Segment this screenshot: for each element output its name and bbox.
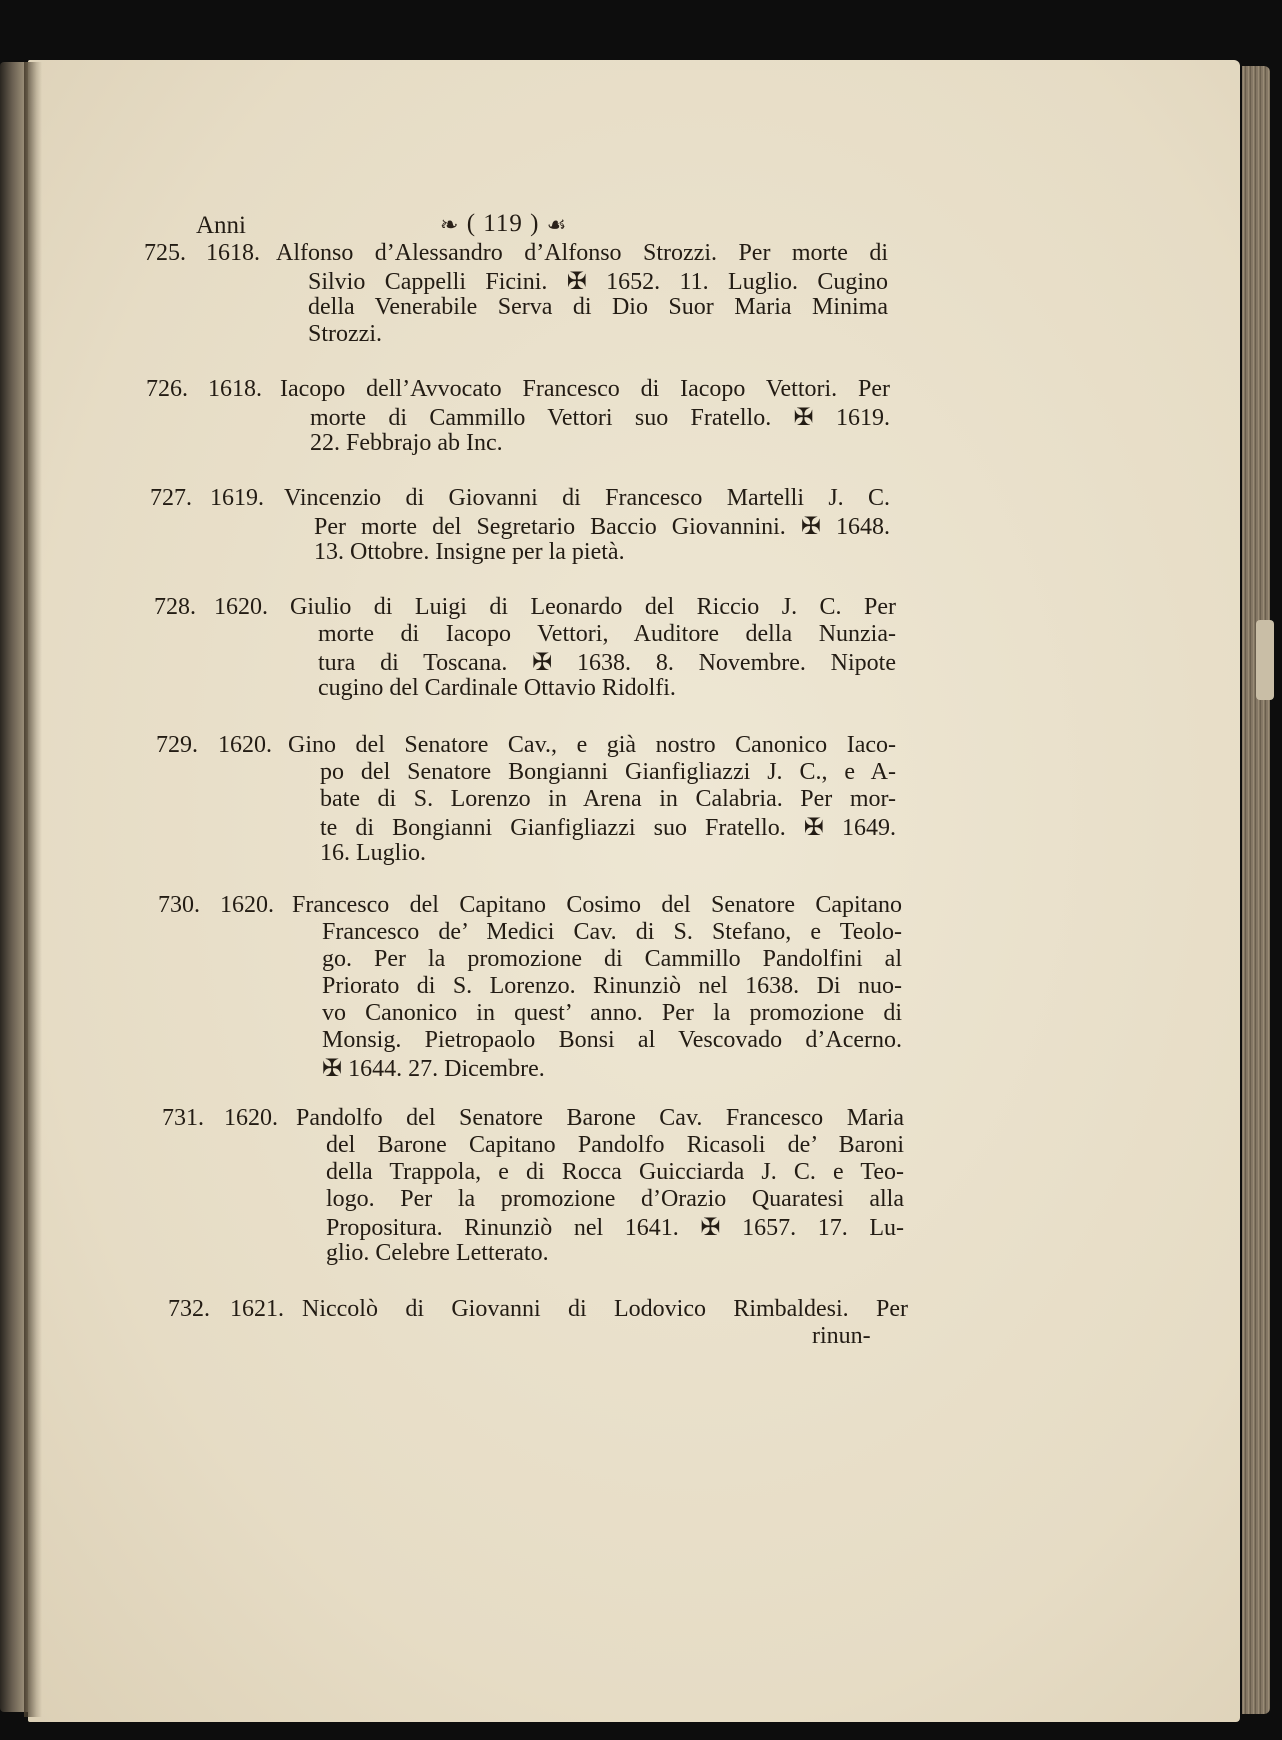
entry-line: Pandolfo del Senatore Barone Cav. Francesco Maria bbox=[296, 1105, 904, 1131]
entry-year: 1618. bbox=[208, 376, 262, 402]
entry-line: 22. Febbrajo ab Inc. bbox=[310, 430, 503, 456]
entry-number: 728. bbox=[154, 594, 196, 620]
entry-line: Silvio Cappelli Ficini. ✠ 1652. 11. Luglio. Cugino bbox=[308, 269, 888, 295]
entry-line: morte di Iacopo Vettori, Auditore della Nunzia- bbox=[318, 621, 896, 647]
page-number-header bbox=[440, 210, 567, 239]
entry-line: Strozzi. bbox=[308, 321, 382, 347]
entry-line: ✠ 1644. 27. Dicembre. bbox=[322, 1056, 545, 1082]
entry-year: 1620. bbox=[220, 892, 274, 918]
page-number: ( 119 ) bbox=[466, 210, 540, 237]
entry-line: Gino del Senatore Cav., e già nostro Canonico Iaco- bbox=[288, 732, 896, 758]
header-anni: Anni bbox=[196, 212, 246, 239]
entry-line: del Barone Capitano Pandolfo Ricasoli de’ Baroni bbox=[326, 1132, 904, 1158]
entry-number: 731. bbox=[162, 1105, 204, 1131]
entry-line: Monsig. Pietropaolo Bonsi al Vescovado d’Acerno. bbox=[322, 1027, 902, 1053]
entry-number: 726. bbox=[146, 376, 188, 402]
entry-line: Francesco del Capitano Cosimo del Senatore Capitano bbox=[292, 892, 902, 918]
entry-year: 1621. bbox=[230, 1296, 284, 1322]
entry-line: della Trappola, e di Rocca Guicciarda J. C. e Teo- bbox=[326, 1159, 904, 1185]
page-tab bbox=[1256, 620, 1274, 700]
entry-line: Giulio di Luigi di Leonardo del Riccio J. C. Per bbox=[290, 594, 896, 620]
entry-line: glio. Celebre Letterato. bbox=[326, 1240, 549, 1266]
entry-number: 727. bbox=[150, 485, 192, 511]
entry-year: 1620. bbox=[224, 1105, 278, 1131]
entry-line: della Venerabile Serva di Dio Suor Maria Minima bbox=[308, 294, 888, 320]
catchword: rinun- bbox=[812, 1323, 871, 1349]
entry-line: Francesco de’ Medici Cav. di S. Stefano, e Teolo- bbox=[322, 919, 902, 945]
entry-line: te di Bongianni Gianfigliazzi suo Fratello. ✠ 1649. bbox=[320, 815, 896, 841]
entry-line: cugino del Cardinale Ottavio Ridolfi. bbox=[318, 675, 676, 701]
entry-line: morte di Cammillo Vettori suo Fratello. ✠ 1619. bbox=[310, 405, 890, 431]
entry-line: 16. Luglio. bbox=[320, 840, 426, 866]
entry-year: 1620. bbox=[214, 594, 268, 620]
ornament-left-icon: ❧ bbox=[440, 212, 460, 238]
entry-line: Per morte del Segretario Baccio Giovannini. ✠ 1648. bbox=[314, 514, 890, 540]
entry-year: 1620. bbox=[218, 732, 272, 758]
entry-line: bate di S. Lorenzo in Arena in Calabria. Per mor- bbox=[320, 786, 896, 812]
entry-line: Niccolò di Giovanni di Lodovico Rimbaldesi. Per bbox=[302, 1296, 908, 1322]
entry-line: Propositura. Rinunziò nel 1641. ✠ 1657. 17. Lu- bbox=[326, 1215, 904, 1241]
entry-number: 732. bbox=[168, 1296, 210, 1322]
entry-line: 13. Ottobre. Insigne per la pietà. bbox=[314, 539, 625, 565]
entry-year: 1619. bbox=[210, 485, 264, 511]
entry-line: Vincenzio di Giovanni di Francesco Martelli J. C. bbox=[284, 485, 890, 511]
page-edges bbox=[1242, 66, 1270, 1714]
entry-line: Alfonso d’Alessandro d’Alfonso Strozzi. Per morte di bbox=[276, 240, 888, 266]
entry-number: 730. bbox=[158, 892, 200, 918]
entry-line: po del Senatore Bongianni Gianfigliazzi J. C., e A- bbox=[320, 759, 896, 785]
entry-line: tura di Toscana. ✠ 1638. 8. Novembre. Nipote bbox=[318, 650, 896, 676]
entry-number: 725. bbox=[144, 240, 186, 266]
entry-line: Priorato di S. Lorenzo. Rinunziò nel 1638. Di nuo- bbox=[322, 973, 902, 999]
entry-line: vo Canonico in quest’ anno. Per la promozione di bbox=[322, 1000, 902, 1026]
spine-shadow bbox=[24, 62, 42, 1717]
ornament-right-icon: ☙ bbox=[546, 212, 568, 238]
entry-year: 1618. bbox=[206, 240, 260, 266]
entry-line: logo. Per la promozione d’Orazio Quaratesi alla bbox=[326, 1186, 904, 1212]
entry-number: 729. bbox=[156, 732, 198, 758]
entry-line: go. Per la promozione di Cammillo Pandolfini al bbox=[322, 946, 902, 972]
entry-line: Iacopo dell’Avvocato Francesco di Iacopo Vettori. Per bbox=[280, 376, 890, 402]
